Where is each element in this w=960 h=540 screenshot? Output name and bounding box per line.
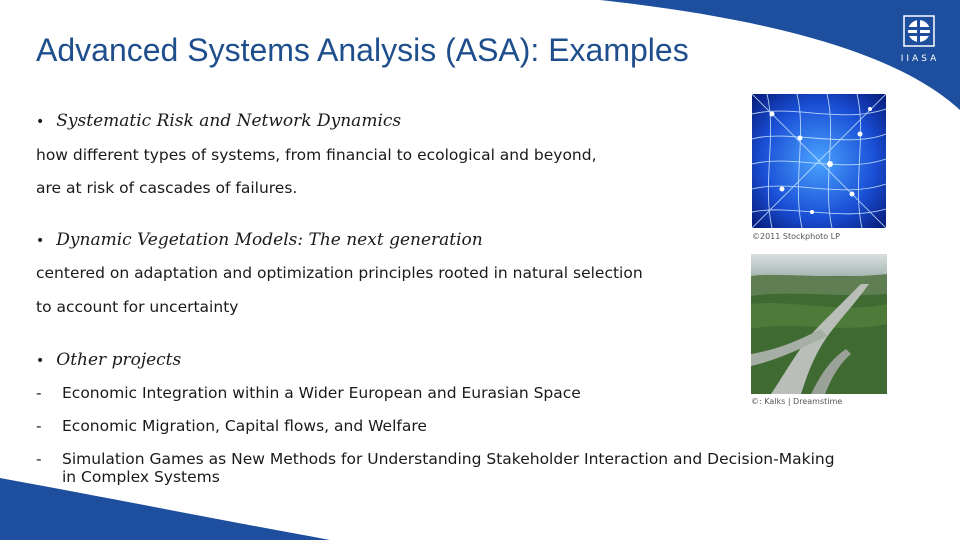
section2-line-1: centered on adaptation and optimization principles rooted in natural selection [36, 264, 643, 282]
list-item: - Economic Integration within a Wider European and Eurasian Space [36, 384, 581, 402]
river-landscape-image [751, 254, 887, 394]
section3-heading [36, 350, 181, 370]
iiasa-logo-icon [894, 10, 946, 54]
river-image-credit: ©: Kalks | Dreamstime [751, 397, 843, 406]
list-item: - Simulation Games as New Methods for Understanding Stakeholder Interaction and Decision-Making in Complex Systems [36, 450, 835, 486]
iiasa-logo [894, 10, 946, 68]
section2-heading [36, 230, 483, 250]
slide-title: Advanced Systems Analysis (ASA): Examples [36, 32, 689, 68]
section3-heading-text: Other projects [56, 350, 182, 370]
logo-text: IIASA [900, 54, 940, 64]
bullet-icon: • [36, 114, 45, 130]
section1-line-1: how different types of systems, from financial to ecological and beyond, [36, 146, 597, 164]
section1-heading [36, 111, 401, 131]
bullet-icon: • [36, 233, 45, 249]
list-item: - Economic Migration, Capital flows, and Welfare [36, 417, 427, 435]
network-image [752, 94, 886, 228]
bullet-icon: • [36, 353, 45, 369]
section2-line-2: to account for uncertainty [36, 298, 239, 316]
section1-heading-text: Systematic Risk and Network Dynamics [56, 111, 402, 131]
network-image-credit: ©2011 Stockphoto LP [752, 232, 840, 241]
section2-heading-text: Dynamic Vegetation Models: The next generation [56, 230, 483, 250]
section1-line-2: are at risk of cascades of failures. [36, 179, 298, 197]
